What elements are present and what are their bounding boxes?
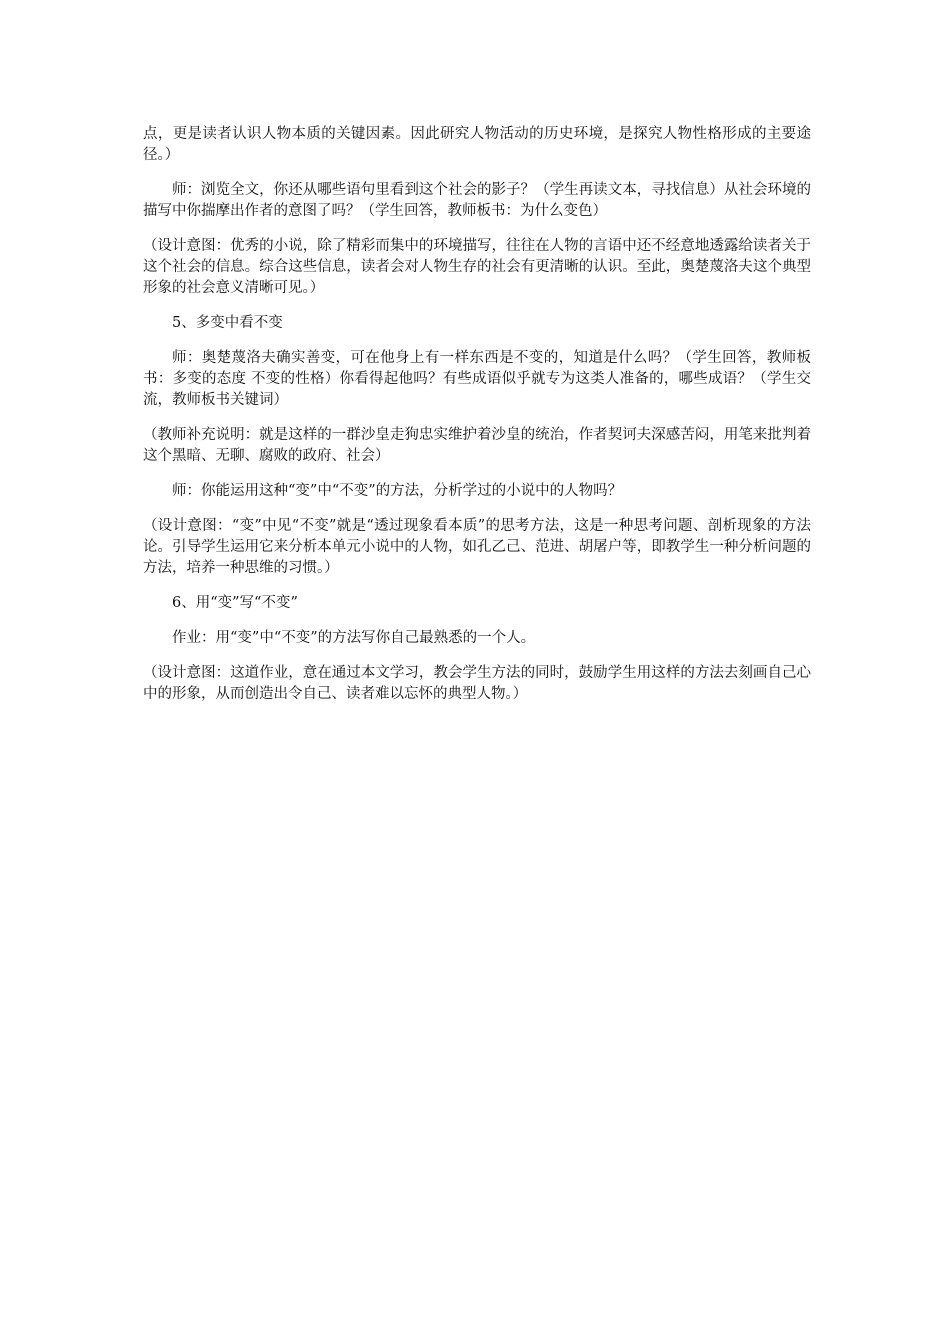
section-heading-5: 5、多变中看不变 [172, 315, 283, 331]
document-page [143, 124, 811, 719]
section-heading-6: 6、用“变”写“不变” [172, 595, 298, 611]
paragraph-design-intent-method: （设计意图：“变”中见“不变”就是“透过现象看本质”的思考方法，这是一种思考问题、剖析现象的方法论。引导学生运用它来分析本单元小说中的人物，如孔乙己、范进、胡屠户等，即教学生一种分析问题的方法，培养一种思维的习惯。） [143, 518, 811, 576]
paragraph-continuation: 点，更是读者认识人物本质的关键因素。因此研究人物活动的历史环境，是探究人物性格形成的主要途径。） [143, 126, 811, 163]
paragraph-homework: 作业：用“变”中“不变”的方法写你自己最熟悉的一个人。 [172, 630, 536, 646]
paragraph-design-intent-environment: （设计意图：优秀的小说，除了精彩而集中的环境描写，往往在人物的言语中还不经意地透露给读者关于这个社会的信息。综合这些信息，读者会对人物生存的社会有更清晰的认识。至此，奥楚蔑洛夫这个典型形象的社会意义清晰可见。） [143, 238, 811, 296]
paragraph-design-intent-homework: （设计意图：这道作业，意在通过本文学习，教会学生方法的同时，鼓励学生用这样的方法去刻画自己心中的形象，从而创造出令自己、读者难以忘怀的典型人物。） [143, 665, 811, 702]
paragraph-teacher-supplement: （教师补充说明：就是这样的一群沙皇走狗忠实维护着沙皇的统治，作者契诃夫深感苦闷，用笔来批判着这个黑暗、无聊、腐败的政府、社会） [143, 427, 811, 464]
paragraph-teacher-question-unchanging: 师：奥楚蔑洛夫确实善变，可在他身上有一样东西是不变的，知道是什么吗？（学生回答，教师板书：多变的态度 不变的性格）你看得起他吗？有些成语似乎就专为这类人准备的，哪些成语？（学生交流，教师板书关键词） [143, 350, 811, 408]
paragraph-teacher-question-society: 师：浏览全文，你还从哪些语句里看到这个社会的影子？（学生再读文本，寻找信息）从社会环境的描写中你揣摩出作者的意图了吗？（学生回答，教师板书：为什么变色） [143, 182, 811, 219]
paragraph-teacher-question-method: 师：你能运用这种“变”中“不变”的方法，分析学过的小说中的人物吗？ [172, 483, 623, 499]
